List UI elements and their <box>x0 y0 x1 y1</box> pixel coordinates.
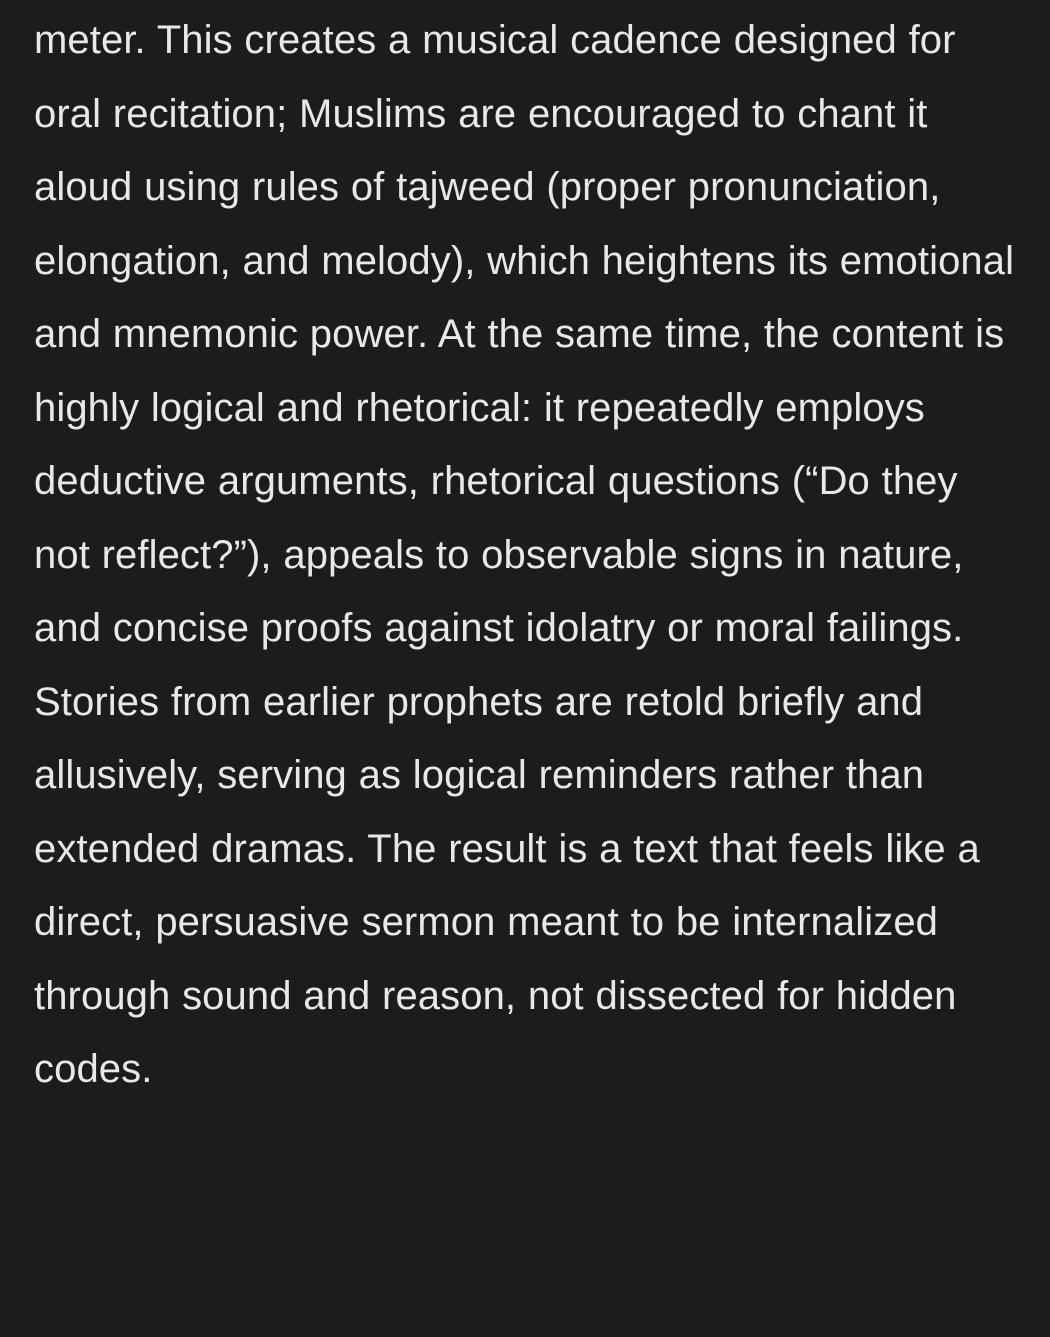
body-paragraph: meter. This creates a musical cadence designed for oral recitation; Muslims are encouraged to chant it aloud using rules of tajweed (proper pronunciation, elongation, and melody), which heightens its emotional and mnemonic power. At the same time, the content is highly logical and rhetorical: it repeatedly employs deductive arguments, rhetorical questions (“Do they not reflect?”), appeals to observable signs in nature, and concise proofs against idolatry or moral failings. Stories from earlier prophets are retold briefly and allusively, serving as logical reminders rather than extended dramas. The result is a text that feels like a direct, persuasive sermon meant to be internalized through sound and reason, not dissected for hidden codes. <box>34 18 1015 1091</box>
